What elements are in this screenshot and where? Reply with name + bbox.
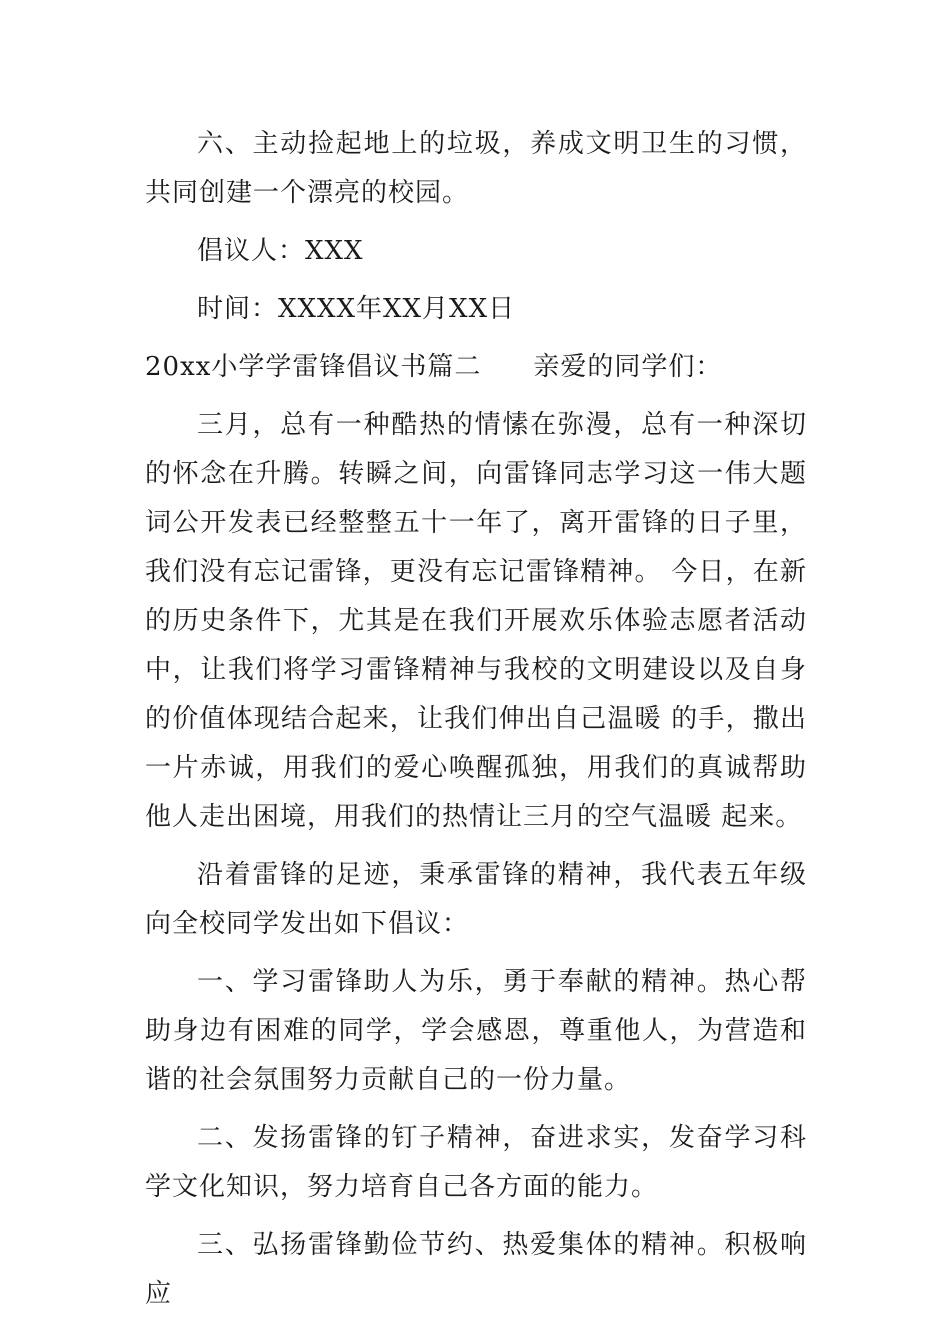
date-line: 时间：XXXX年XX月XX日 <box>197 294 516 324</box>
section-title-line <box>145 343 807 392</box>
paragraph-intro: 三月，总有一种酷热的情愫在弥漫，总有一种深切的怀念在升腾。转瞬之间，向雷锋同志学习这一伟大题词公开发表已经整整五十一年了，离开雷锋的日子里，我们没有忘记雷锋，更没有忘记雷锋精神。 今日，在新的历史条件下，尤其是在我们开展欢乐体验志愿者活动中，让我们将学习雷锋精神与我校的文明建设以及自身的价值体现结合起来，让我们伸出自己温暖 的手，撒出一片赤诚，用我们的爱心唤醒孤独，用我们的真诚帮助他人走出困境，用我们的热情让三月的空气温暖 起来。 <box>145 410 807 832</box>
paragraph-item-three: 三、弘扬雷锋勤俭节约、热爱集体的精神。积极响应 <box>145 1230 807 1309</box>
paragraph-item-two: 二、发扬雷锋的钉子精神，奋进求实，发奋学习科学文化知识，努力培育自己各方面的能力。 <box>145 1123 807 1202</box>
paragraph-proposal-lead: 沿着雷锋的足迹，秉承雷锋的精神，我代表五年级向全校同学发出如下倡议： <box>145 860 807 939</box>
salutation: 亲爱的同学们： <box>533 352 723 382</box>
section-title: 20xx小学学雷锋倡议书篇二 <box>145 352 482 382</box>
proposer-line: 倡议人：XXX <box>197 236 364 266</box>
document-page <box>145 120 807 1319</box>
paragraph-item-one: 一、学习雷锋助人为乐，勇于奉献的精神。热心帮助身边有困难的同学，学会感恩，尊重他人，为营造和谐的社会氛围努力贡献自己的一份力量。 <box>145 967 807 1095</box>
paragraph-item-six: 六、主动捡起地上的垃圾，养成文明卫生的习惯，共同创建一个漂亮的校园。 <box>145 129 807 208</box>
